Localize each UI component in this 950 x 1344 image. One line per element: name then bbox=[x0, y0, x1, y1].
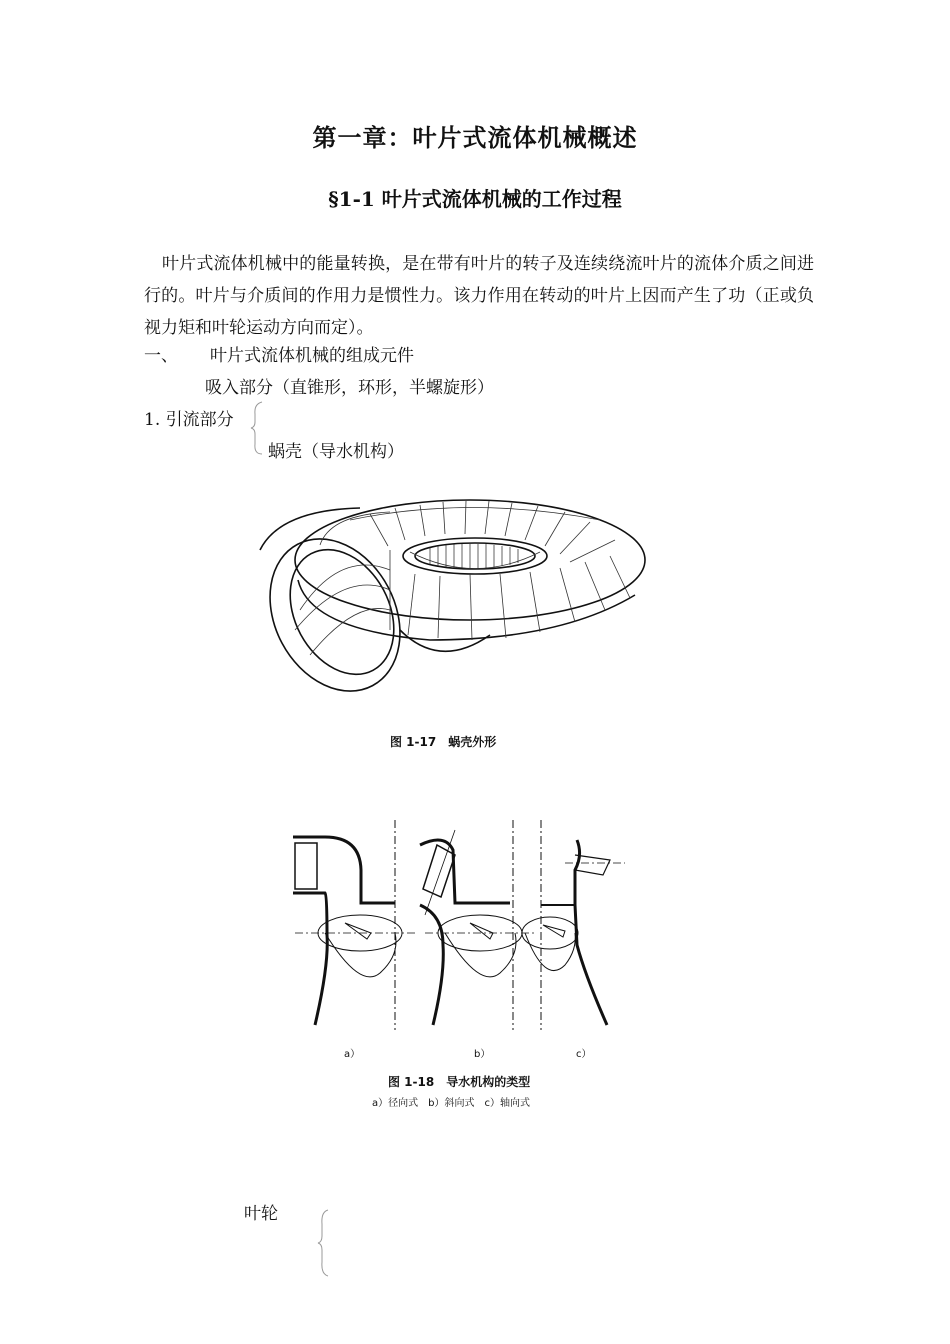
intro-text: 叶片式流体机械中的能量转换，是在带有叶片的转子及连续绕流叶片的流体介质之间进行的。叶片与介质间的作用力是惯性力。该力作用在转动的叶片上因而产生了功（正或负视力矩和叶轮运动方向而定）。 bbox=[144, 254, 814, 338]
inflow-brace-icon bbox=[250, 400, 264, 456]
volute-text: 蜗壳（导水机构） bbox=[268, 442, 404, 462]
outline-item-number: 一、 bbox=[144, 346, 178, 366]
intro-paragraph bbox=[144, 248, 814, 344]
figure-17-caption: 图 1-17 蜗壳外形 bbox=[390, 735, 497, 749]
outline-item-text: 叶片式流体机械的组成元件 bbox=[210, 346, 414, 366]
volute-casing-figure bbox=[240, 490, 660, 710]
impeller-text: 叶轮 bbox=[244, 1204, 278, 1224]
section-title: §1-1 叶片式流体机械的工作过程 bbox=[328, 187, 622, 211]
inflow-part-text: 1. 引流部分 bbox=[144, 410, 234, 430]
figure-18-label-b: b） bbox=[474, 1049, 491, 1060]
impeller-brace-icon bbox=[316, 1208, 330, 1278]
suction-part-text: 吸入部分（直锥形，环形，半螺旋形） bbox=[205, 378, 494, 398]
chapter-title: 第一章：叶片式流体机械概述 bbox=[312, 123, 638, 152]
figure-18-subcaption: a）径向式 b）斜向式 c）轴向式 bbox=[372, 1098, 530, 1109]
figure-18-label-a: a） bbox=[344, 1049, 361, 1060]
guide-apparatus-figure bbox=[285, 815, 635, 1035]
figure-18-label-c: c） bbox=[576, 1049, 592, 1060]
figure-18-caption: 图 1-18 导水机构的类型 bbox=[388, 1075, 531, 1089]
